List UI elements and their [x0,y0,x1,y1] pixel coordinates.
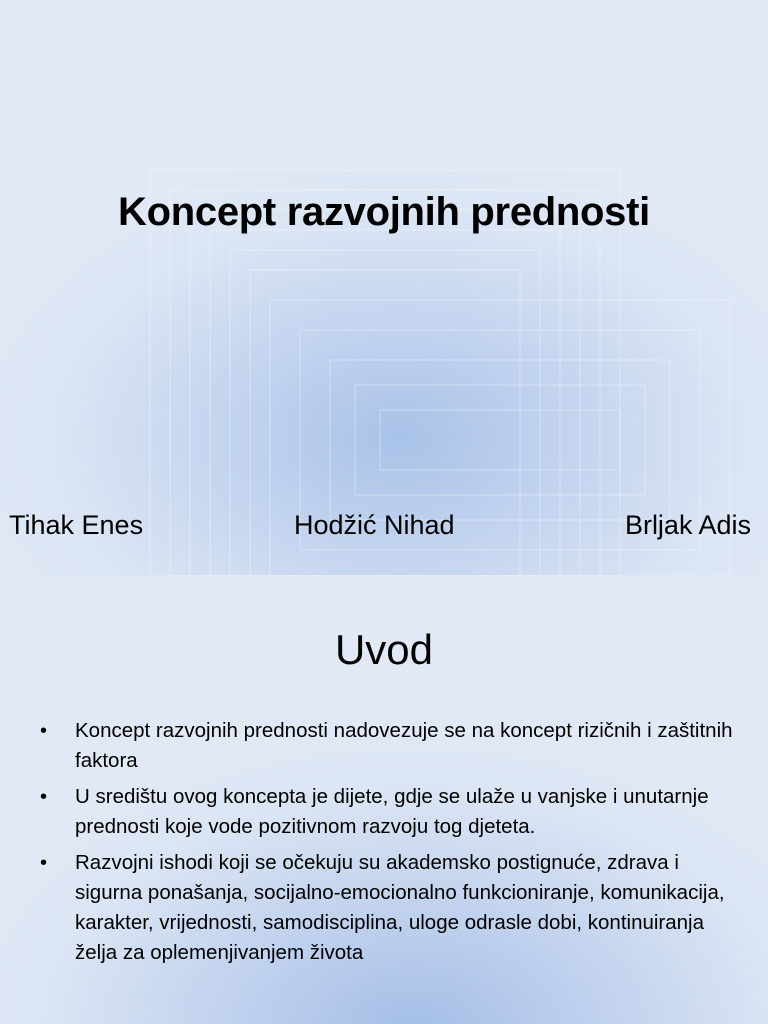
bullet-icon: • [40,852,48,874]
list-item [40,848,740,968]
bullet-text: U središtu ovog koncepta je dijete, gdje se ulaže u vanjske i unutarnje prednosti koje vode pozitivnom razvoju tog djeteta. [75,785,709,838]
bullet-icon: • [40,786,48,808]
slide-heading: Uvod [334,626,434,673]
bullet-text: Koncept razvojnih prednosti nadovezuje se na koncept rizičnih i zaštitnih faktora [75,719,733,772]
bullet-list [40,716,740,974]
bullet-icon: • [40,720,48,742]
author-name: Hodžić Nihad [294,510,455,540]
author-name: Brljak Adis [624,510,751,540]
intro-slide [0,576,768,1024]
bullet-text: Razvojni ishodi koji se očekuju su akademsko postignuće, zdrava i sigurna ponašanja, socijalno-emocionalno funkcioniranje, komunikacija, karakter, vrijednosti, samodisciplina, uloge odrasle dobi, kontinuiranja želja za oplemenjivanjem života [75,851,725,964]
author-name: Tihak Enes [9,510,144,540]
list-item [40,782,740,842]
slide-title: Koncept razvojnih prednosti [118,190,650,234]
list-item [40,716,740,776]
